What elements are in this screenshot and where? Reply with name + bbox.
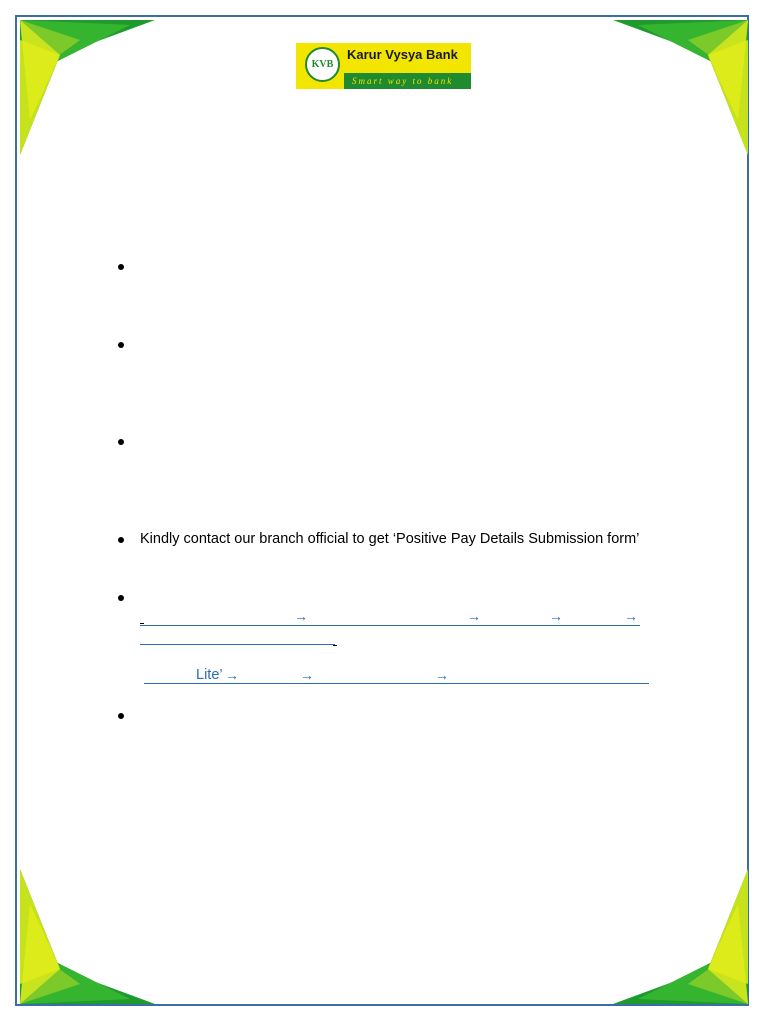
navigation-path-link-underline-2[interactable] [140,644,335,645]
page-frame [15,15,749,1006]
bullet-dot-2 [118,342,124,348]
arrow-right-icon: → [435,667,449,683]
kvb-logo [296,43,471,89]
navigation-path-link-underline-3[interactable] [144,683,649,684]
arrow-right-icon: → [300,667,314,683]
underline-tick [140,623,144,624]
underline-tick [333,645,337,646]
kvb-emblem-icon [305,47,340,82]
arrow-right-icon: → [294,608,308,624]
corner-leaf-bottom-left [20,869,155,1004]
corner-leaf-top-left [20,20,155,155]
arrow-right-icon: → [225,667,239,683]
arrow-right-icon: → [624,608,638,624]
bullet-dot-5 [118,595,124,601]
logo-bank-name: Karur Vysya Bank [347,47,458,62]
bullet-dot-1 [118,264,124,270]
bullet-dot-3 [118,439,124,445]
positive-pay-instruction: Kindly contact our branch official to get ‘Positive Pay Details Submission form’ [140,531,640,547]
arrow-right-icon: → [549,608,563,624]
arrow-right-icon: → [467,608,481,624]
bullet-dot-4 [118,537,124,543]
logo-emblem-text: KVB [311,59,334,70]
corner-leaf-bottom-right [613,869,748,1004]
logo-tagline: Smart way to bank [352,76,454,86]
navigation-path-link-underline-1[interactable] [140,625,640,626]
lite-link-text[interactable]: Lite’ [196,667,223,683]
corner-leaf-top-right [613,20,748,155]
bullet-dot-6 [118,713,124,719]
